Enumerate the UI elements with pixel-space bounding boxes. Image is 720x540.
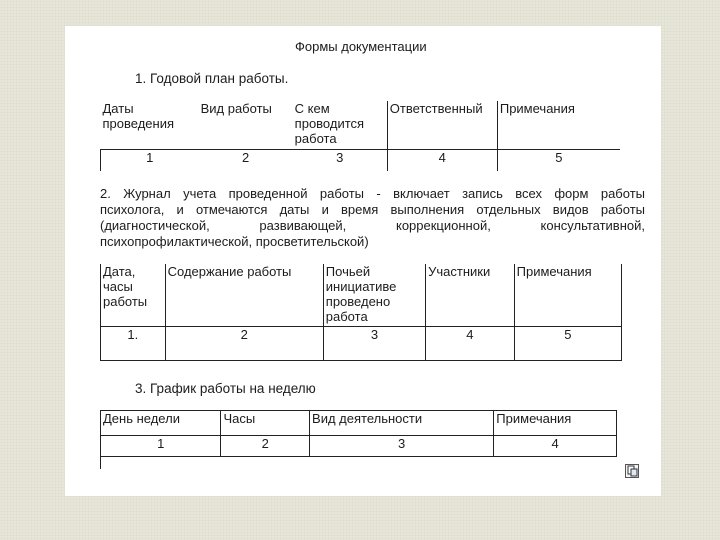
document-title: Формы документации — [295, 39, 427, 54]
column-number: 1 — [101, 149, 199, 171]
column-number: 4 — [387, 149, 497, 171]
column-header: Примечания — [494, 411, 617, 436]
column-header: Часы — [221, 411, 310, 436]
journal-description — [100, 186, 645, 250]
table-continuation — [310, 457, 494, 469]
column-header: Содержание работы — [165, 264, 323, 326]
column-header: Участники — [426, 264, 514, 326]
column-number: 2 — [165, 326, 323, 360]
column-header: Вид работы — [200, 101, 272, 116]
paragraph-line: психолога, и отмечаются даты и время выполнения отдельных видов работы — [100, 202, 645, 217]
section3-heading: 3. График работы на неделю — [135, 381, 316, 396]
section1-heading: 1. Годовой план работы. — [135, 71, 289, 86]
paragraph-line: психопрофилактической, просветительской) — [100, 234, 369, 249]
document-page — [65, 26, 661, 496]
annual-plan-table — [100, 101, 620, 171]
column-header: Почьей инициативе проведено работа — [323, 264, 425, 326]
column-number: 5 — [497, 149, 620, 171]
table-continuation — [221, 457, 310, 469]
column-header: Даты проведения — [102, 101, 174, 131]
paste-options-icon[interactable] — [625, 464, 639, 478]
column-header: Ответственный — [387, 101, 497, 149]
weekly-schedule-table — [100, 410, 617, 469]
column-header: Примечания — [497, 101, 620, 149]
column-number: 2 — [242, 149, 250, 165]
paragraph-line: (диагностической, развивающей, коррекционной, консультативной, — [100, 218, 645, 233]
column-header: Вид деятельности — [310, 411, 494, 436]
column-number: 3 — [336, 149, 344, 165]
column-number: 3 — [323, 326, 425, 360]
column-number: 4 — [494, 436, 617, 457]
column-header: Примечания — [514, 264, 621, 326]
column-number: 4 — [426, 326, 514, 360]
table-continuation — [494, 457, 617, 469]
table-continuation — [101, 457, 221, 469]
column-header: С кем проводится работа — [294, 101, 365, 146]
column-number: 3 — [310, 436, 494, 457]
paragraph-line: 2. Журнал учета проведенной работы - включает запись всех форм работы — [100, 186, 645, 201]
column-number: 1 — [101, 436, 221, 457]
column-header: День недели — [101, 411, 221, 436]
column-number: 5 — [514, 326, 621, 360]
work-journal-table — [100, 264, 622, 361]
column-number: 1. — [101, 326, 166, 360]
column-number: 2 — [221, 436, 310, 457]
column-header: Дата, часы работы — [101, 264, 166, 326]
